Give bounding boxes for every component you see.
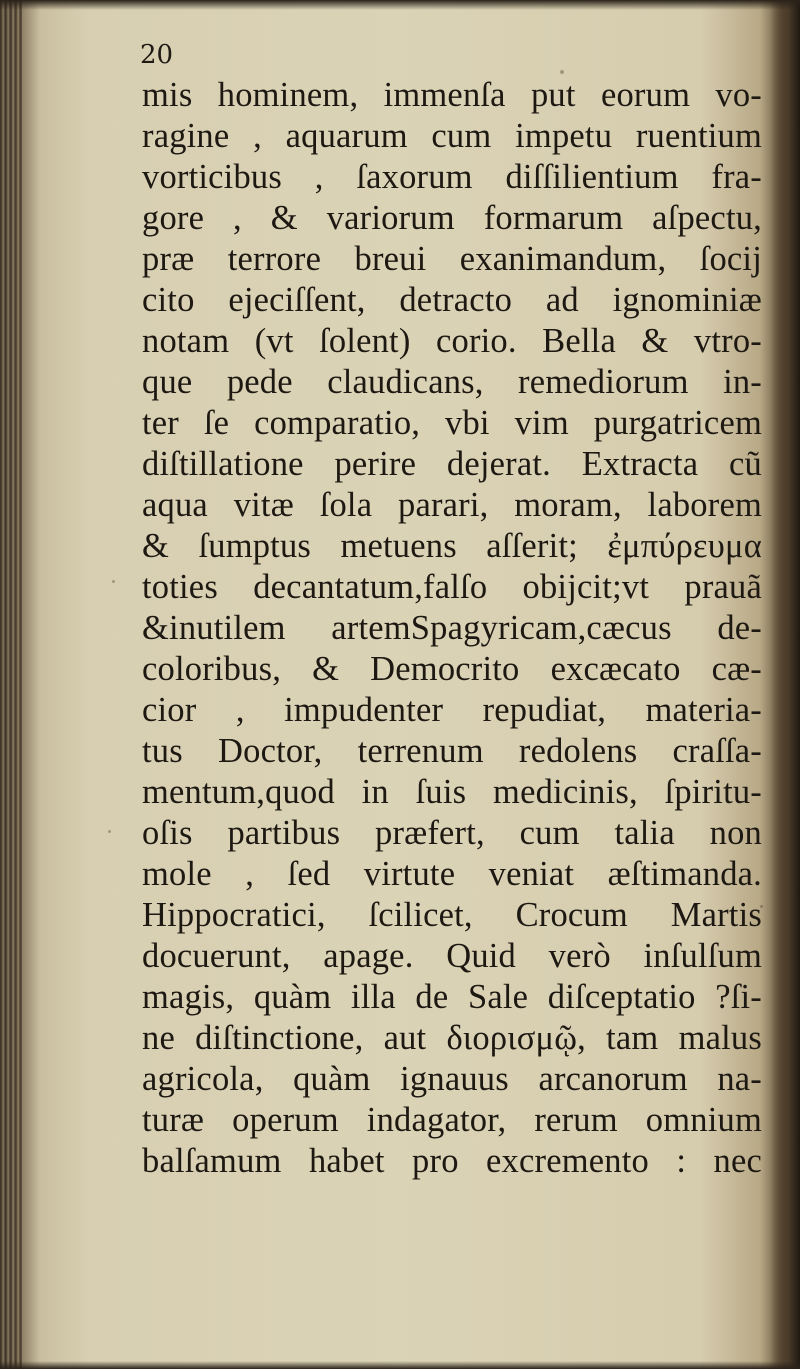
left-page-edges bbox=[0, 0, 22, 1369]
text-line: oſis partibus præfert, cum talia non bbox=[142, 814, 762, 852]
text-line: vorticibus , ſaxorum diſſilientium fra- bbox=[142, 158, 762, 196]
paper-speck bbox=[108, 830, 111, 833]
text-line: docuerunt, apage. Quid verò inſulſum bbox=[142, 937, 762, 975]
text-line: turæ operum indagator, rerum omnium bbox=[142, 1101, 762, 1139]
text-line: & ſumptus metuens aſſerit; ἐμπύρευμα bbox=[142, 527, 762, 565]
text-line: Hippocratici, ſcilicet, Crocum Martis bbox=[142, 896, 762, 934]
paper-speck bbox=[112, 580, 115, 583]
text-line: magis, quàm illa de Sale diſceptatio ?ſi- bbox=[142, 978, 762, 1016]
text-line: mole , ſed virtute veniat æſtimanda. bbox=[142, 855, 762, 893]
text-line: toties decantatum,falſo obijcit;vt prauã bbox=[142, 568, 762, 606]
text-line: &inutilem artemSpagyricam,cæcus de- bbox=[142, 609, 762, 647]
text-line: ragine , aquarum cum impetu ruentium bbox=[142, 117, 762, 155]
paper-speck bbox=[560, 70, 564, 74]
body-text bbox=[142, 75, 762, 1182]
text-line: tus Doctor, terrenum redolens craſſa- bbox=[142, 732, 762, 770]
text-line: mis hominem, immenſa put eorum vo- bbox=[142, 76, 762, 114]
text-line: agricola, quàm ignauus arcanorum na- bbox=[142, 1060, 762, 1098]
top-shadow bbox=[0, 0, 800, 10]
text-line: notam (vt ſolent) corio. Bella & vtro- bbox=[142, 322, 762, 360]
text-line: præ terrore breui exanimandum, ſocij bbox=[142, 240, 762, 278]
text-line: aqua vitæ ſola parari, moram, laborem bbox=[142, 486, 762, 524]
text-line: balſamum habet pro excremento : nec bbox=[142, 1142, 762, 1180]
text-line: diſtillatione perire dejerat. Extracta cũ bbox=[142, 445, 762, 483]
right-page-edges bbox=[770, 0, 800, 1369]
text-line: cito ejeciſſent, detracto ad ignominiæ bbox=[142, 281, 762, 319]
text-line: ter ſe comparatio, vbi vim purgatricem bbox=[142, 404, 762, 442]
paper-speck bbox=[760, 905, 763, 908]
text-line: coloribus, & Democrito excæcato cæ- bbox=[142, 650, 762, 688]
text-line: ne diſtinctione, aut διορισμῷ, tam malus bbox=[142, 1019, 762, 1057]
page-number: 20 bbox=[140, 40, 174, 70]
text-line: mentum,quod in ſuis medicinis, ſpiritu- bbox=[142, 773, 762, 811]
bottom-shadow bbox=[0, 1361, 800, 1369]
text-line: cior , impudenter repudiat, materia- bbox=[142, 691, 762, 729]
text-line: que pede claudicans, remediorum in- bbox=[142, 363, 762, 401]
text-line: gore , & variorum formarum aſpectu, bbox=[142, 199, 762, 237]
